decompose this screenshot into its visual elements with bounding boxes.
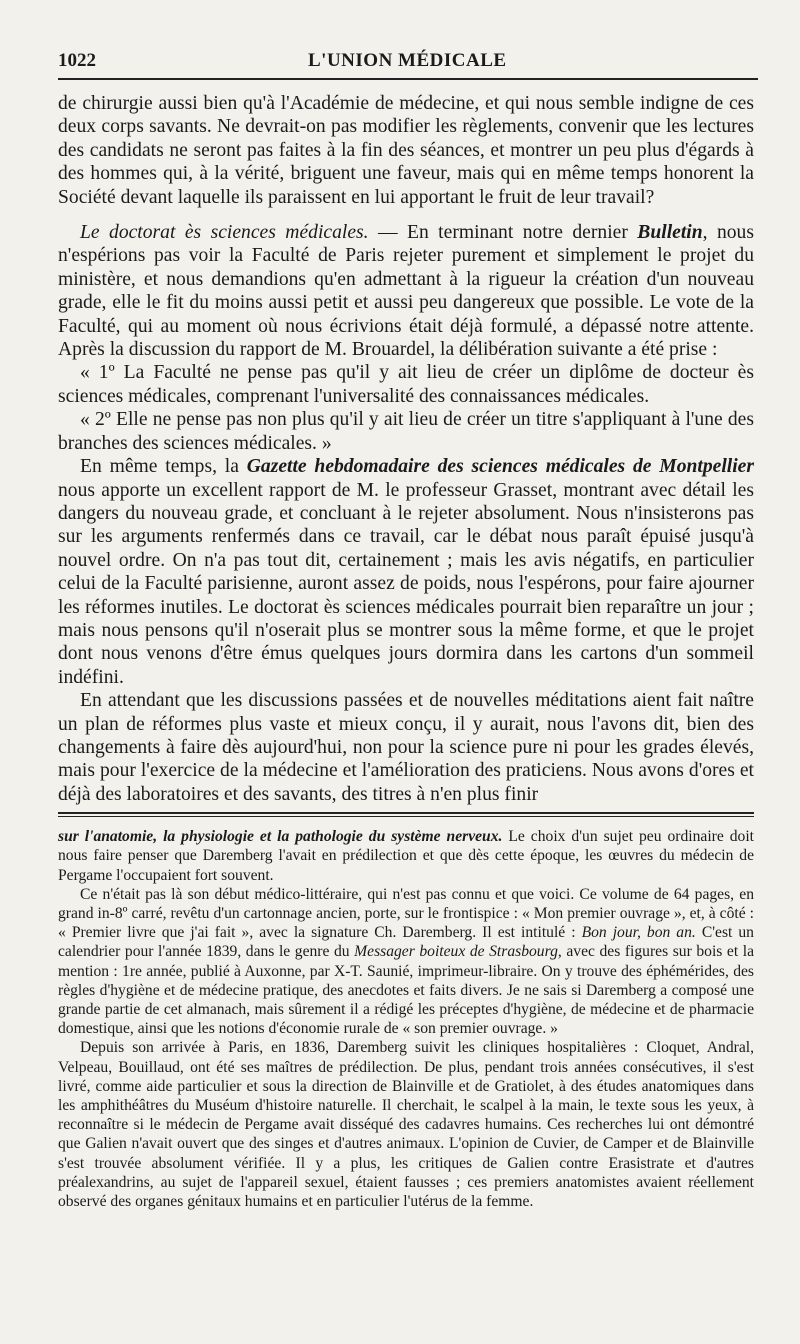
note-1-rest: Le choix d'un sujet peu ordinaire doit nous faire penser que Daremberg l'avait en prédilection et que dès cette époque, les œuvres du médecin de Pergame l'occupaient fort souvent. xyxy=(58,828,754,884)
paragraph-2-text: — En terminant notre dernier xyxy=(368,222,638,244)
running-header xyxy=(58,0,758,80)
paragraph-5-start: En même temps, la xyxy=(80,456,247,478)
note-2-b: C'est un calendrier pour l'année 1839, dans le genre du xyxy=(58,924,754,961)
main-text xyxy=(58,92,754,806)
paragraph-4: « 2º Elle ne pense pas non plus qu'il y ait lieu de créer un titre s'appliquant à l'une des branches des sciences médicales. » xyxy=(58,409,754,454)
note-2-c: , avec des figures sur bois et la mention : 1re année, publié à Auxonne, par X-T. Saunié, imprimeur-libraire. On y trouve des éphémérides, des règles d'hygiène et de médecine pratique, des anecdotes et faits divers. Je ne sais si Daremberg a composé une grande partie de cet almanach, mais sûrement il a rédigé les préceptes d'hygiène, de médecine et de pharmacie domestique, ainsi que les notions d'économie rurale de « son premier ouvrage. » xyxy=(58,943,754,1038)
running-title: L'UNION MÉDICALE xyxy=(308,50,507,71)
paragraph-1: de chirurgie aussi bien qu'à l'Académie de médecine, et qui nous semble indigne de ces deux corps savants. Ne devrait-on pas modifier les règlements, convenir que les lectures des candidats ne seront pas faites à la fin des séances, et montrer un peu plus d'égards à des hommes qui, à la vérité, briguent une faveur, mais qui en même temps honorent la Société devant laquelle ils paraissent en lui apportant le fruit de leur travail? xyxy=(58,93,754,208)
paragraph-2 xyxy=(58,221,754,361)
paragraph-3: « 1º La Faculté ne pense pas qu'il y ait lieu de créer un diplôme de docteur ès sciences médicales, comprenant l'universalité des connaissances médicales. xyxy=(58,362,754,407)
footnote-divider xyxy=(58,812,754,817)
paragraph-6: En attendant que les discussions passées et de nouvelles méditations aient fait naître un plan de réformes plus vaste et mieux conçu, il y aurait, nous l'avons dit, bien des changements à faire dès aujourd'hui, non pour la science pure ni pour les grades élevés, mais pour l'exercice de la médecine et l'amélioration des praticiens. Nous avons d'ores et déjà des laboratoires et des savants, des titres à n'en plus finir xyxy=(58,690,754,805)
note-2-a: Ce n'était pas là son début médico-littéraire, qui n'est pas connu et que voici. Ce volume de 64 pages, en grand in-8º carré, revêtu d'un cartonnage ancien, porte, sur le frontispice : « Mon premier ouvrage », et, à côté : « Premier livre que j'ai fait », avec la signature Ch. Daremberg. Il est intitulé : xyxy=(58,885,754,942)
paragraph-2-rest: , nous n'espérions pas voir la Faculté de Paris rejeter purement et simplement le projet du ministère, et nous demandions qu'en admettant à la rigueur la création d'un nouveau grade, elle le fit du moins aussi petit et aussi peu dangereux que possible. Le vote de la Faculté, qui au moment où nous écrivions était déjà formulé, a dépassé notre attente. Après la discussion du rapport de M. Brouardel, la délibération suivante a été prise : xyxy=(58,222,754,361)
paragraph-5 xyxy=(58,455,754,689)
note-3: Depuis son arrivée à Paris, en 1836, Daremberg suivit les cliniques hospitalières : Cloquet, Andral, Velpeau, Bouillaud, ont été ses maîtres de prédilection. De plus, pendant trois années consécutives, il s'est livré, comme aide particulier et sous la direction de Blainville et de Gratiolet, à des études anatomiques dans les amphithéâtres du Muséum d'histoire naturelle. Il cherchait, le scalpel à la main, le texte sous les yeux, à reconnaître si le médecin de Pergame avait disséqué des cadavres humains. Ces recherches lui ont démontré que Galien n'avait ouvert que des singes et d'autres animaux. L'opinion de Cuvier, de Camper et de Blainville s'est trouvée absolument vérifiée. Il y a plus, les critiques de Galien contre Erasistrate et d'autres préalexandrins, au sujet de l'appareil sexuel, étaient fausses ; ces premiers anatomistes avaient réellement observé des organes génitaux humains et en particulier l'utérus de la femme. xyxy=(58,1039,754,1211)
book-title: Bon jour, bon an. xyxy=(581,924,696,942)
messager-title: Messager boiteux de Strasbourg xyxy=(354,943,558,961)
paragraph-5-rest: nous apporte un excellent rapport de M. le professeur Grasset, montrant avec détail les dangers du nouveau grade, et concluant à le rejeter absolument. Nous n'insisterons pas sur les arguments renfermés dans ce travail, car le débat nous paraît épuisé jusqu'à nouvel ordre. On n'a pas tout dit, certainement ; mais les avis négatifs, en particulier celui de la Faculté parisienne, auront assez de poids, nous l'espérons, pour faire ajourner les réformes inutiles. Le doctorat ès sciences médicales pourrait bien reparaître un jour ; mais nous pensons qu'il n'oserait plus se montrer sous la même forme, et que le projet dont nous venons d'être émus quelques jours dormira dans les cartons d'un sommeil indéfini. xyxy=(58,479,754,688)
note-2 xyxy=(58,885,754,1039)
footnotes xyxy=(58,827,754,1211)
note-1-italic: sur l'anatomie, la physiologie et la pathologie du système nerveux. xyxy=(58,828,503,846)
page-number: 1022 xyxy=(58,50,96,71)
section-heading: Le doctorat ès sciences médicales. xyxy=(80,222,369,244)
note-1 xyxy=(58,827,754,885)
bulletin-title: Bulletin xyxy=(637,222,703,244)
gazette-title: Gazette hebdomadaire des sciences médicales de Montpellier xyxy=(246,456,755,478)
